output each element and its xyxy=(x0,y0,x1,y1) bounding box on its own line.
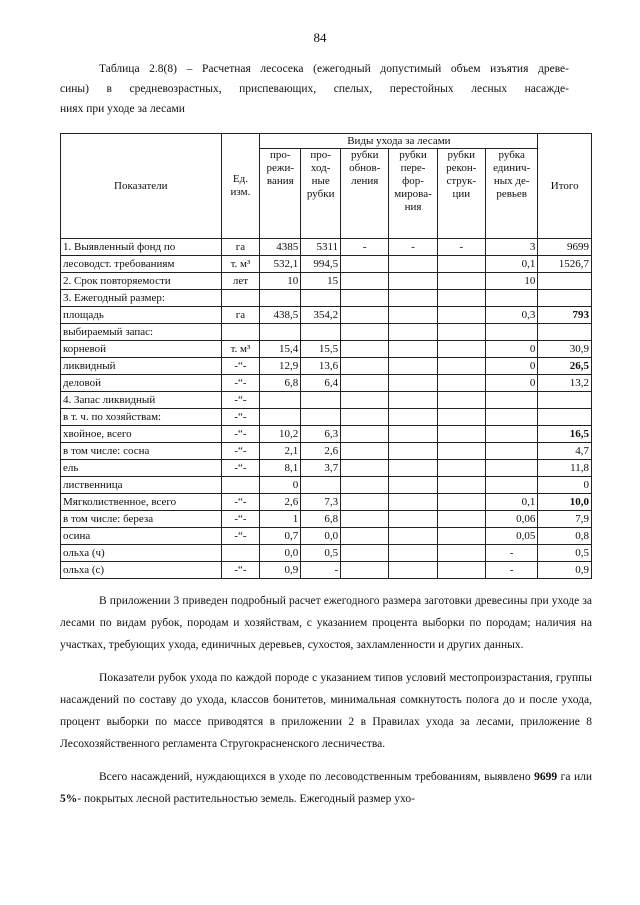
cell-value xyxy=(389,256,437,273)
row-total: 13,2 xyxy=(538,375,592,392)
summary-bold: 9699 xyxy=(534,771,558,783)
cell-value xyxy=(341,324,389,341)
row-unit: га xyxy=(221,239,260,256)
cell-value: 0 xyxy=(260,477,301,494)
paragraph-summary xyxy=(60,766,592,810)
row-label: 3. Ежегодный размер: xyxy=(61,290,222,307)
header-type: рубки обнов-ления xyxy=(341,149,389,239)
row-unit: -“- xyxy=(221,426,260,443)
cell-value xyxy=(301,477,341,494)
table-row xyxy=(61,426,592,443)
cell-value xyxy=(485,392,538,409)
cell-value xyxy=(437,290,485,307)
felling-table xyxy=(60,133,592,579)
row-unit xyxy=(221,477,260,494)
cell-value: 2,1 xyxy=(260,443,301,460)
row-total: 10,0 xyxy=(538,494,592,511)
row-unit: -“- xyxy=(221,528,260,545)
cell-value xyxy=(437,545,485,562)
row-label: ель xyxy=(61,460,222,477)
cell-value: 10 xyxy=(485,273,538,290)
table-caption xyxy=(60,59,569,119)
cell-value: 0,0 xyxy=(301,528,341,545)
cell-value: 0,0 xyxy=(260,545,301,562)
row-label: ликвидный xyxy=(61,358,222,375)
cell-value: - xyxy=(301,562,341,579)
row-total: 4,7 xyxy=(538,443,592,460)
cell-value: 15,4 xyxy=(260,341,301,358)
row-unit xyxy=(221,324,260,341)
cell-value xyxy=(260,324,301,341)
table-row xyxy=(61,273,592,290)
cell-value: 0,7 xyxy=(260,528,301,545)
table-row xyxy=(61,443,592,460)
cell-value xyxy=(341,256,389,273)
cell-value xyxy=(301,409,341,426)
cell-value xyxy=(485,477,538,494)
cell-value: 0,1 xyxy=(485,494,538,511)
cell-value: - xyxy=(485,545,538,562)
cell-value xyxy=(485,409,538,426)
cell-value xyxy=(389,409,437,426)
table-row xyxy=(61,290,592,307)
cell-value xyxy=(341,494,389,511)
paragraph: В приложении 3 приведен подробный расчет ежегодного размера заготовки древесины при уходе за лесами по видам рубок, породам и хозяйствам, с указанием процента выборки по породам; наличия на участках, требующих ухода, единичных деревьев, сухостоя, захламленности и других данных. xyxy=(60,595,592,651)
cell-value xyxy=(437,511,485,528)
table-row xyxy=(61,409,592,426)
row-unit: -“- xyxy=(221,494,260,511)
row-unit: т. м³ xyxy=(221,341,260,358)
row-unit: га xyxy=(221,307,260,324)
cell-value: 15 xyxy=(301,273,341,290)
cell-value xyxy=(389,443,437,460)
cell-value xyxy=(389,460,437,477)
row-label: хвойное, всего xyxy=(61,426,222,443)
cell-value xyxy=(485,426,538,443)
cell-value xyxy=(485,324,538,341)
row-total: 9699 xyxy=(538,239,592,256)
cell-value: 6,8 xyxy=(301,511,341,528)
header-total: Итого xyxy=(538,134,592,239)
cell-value: 2,6 xyxy=(260,494,301,511)
row-total xyxy=(538,409,592,426)
cell-value: 10 xyxy=(260,273,301,290)
cell-value: 13,6 xyxy=(301,358,341,375)
row-label: ольха (ч) xyxy=(61,545,222,562)
cell-value: 8,1 xyxy=(260,460,301,477)
row-total: 793 xyxy=(538,307,592,324)
cell-value xyxy=(437,375,485,392)
row-total: 0,5 xyxy=(538,545,592,562)
cell-value: - xyxy=(485,562,538,579)
header-type: рубка единич-ных де-ревьев xyxy=(485,149,538,239)
row-unit: -“- xyxy=(221,562,260,579)
row-unit: -“- xyxy=(221,409,260,426)
cell-value xyxy=(260,290,301,307)
cell-value xyxy=(341,511,389,528)
table-row xyxy=(61,562,592,579)
cell-value: 6,8 xyxy=(260,375,301,392)
table-row xyxy=(61,494,592,511)
row-total xyxy=(538,290,592,307)
cell-value xyxy=(437,460,485,477)
paragraph: Показатели рубок ухода по каждой породе с указанием типов условий местопроизрастания, группы насаждений по составу до ухода, классов бонитетов, минимальная сомкнутость полога до и после ухода, процент выборки по массе приводятся в приложении 2 в Правилах ухода за лесами, приложение 8 Лесохозяйственного регламента Стругокрасненского лесничества. xyxy=(60,672,592,750)
cell-value xyxy=(437,307,485,324)
row-label: корневой xyxy=(61,341,222,358)
cell-value xyxy=(389,375,437,392)
header-type: про-режи-вания xyxy=(260,149,301,239)
cell-value: 10,2 xyxy=(260,426,301,443)
cell-value: 1 xyxy=(260,511,301,528)
caption-line: ниях при уходе за лесами xyxy=(60,103,185,115)
cell-value xyxy=(341,392,389,409)
cell-value xyxy=(341,409,389,426)
cell-value xyxy=(389,426,437,443)
cell-value xyxy=(389,358,437,375)
row-label: площадь xyxy=(61,307,222,324)
row-unit: -“- xyxy=(221,392,260,409)
cell-value xyxy=(389,562,437,579)
cell-value xyxy=(437,494,485,511)
row-total: 0 xyxy=(538,477,592,494)
cell-value: 3 xyxy=(485,239,538,256)
cell-value xyxy=(341,341,389,358)
cell-value xyxy=(389,290,437,307)
row-unit: -“- xyxy=(221,460,260,477)
cell-value xyxy=(485,460,538,477)
row-total: 26,5 xyxy=(538,358,592,375)
cell-value: 532,1 xyxy=(260,256,301,273)
summary-text: - покрытых лесной растительностью земель. Ежегодный размер ухо- xyxy=(77,793,415,805)
row-total: 1526,7 xyxy=(538,256,592,273)
header-group: Виды ухода за лесами xyxy=(260,134,538,149)
cell-value xyxy=(341,307,389,324)
cell-value xyxy=(437,358,485,375)
cell-value: 0 xyxy=(485,375,538,392)
cell-value: 0,05 xyxy=(485,528,538,545)
cell-value xyxy=(341,460,389,477)
cell-value: 0 xyxy=(485,341,538,358)
row-label: 2. Срок повторяемости xyxy=(61,273,222,290)
cell-value: 7,3 xyxy=(301,494,341,511)
row-unit: -“- xyxy=(221,443,260,460)
table-row xyxy=(61,477,592,494)
cell-value: 2,6 xyxy=(301,443,341,460)
row-total: 7,9 xyxy=(538,511,592,528)
cell-value xyxy=(341,290,389,307)
row-label: в том числе: береза xyxy=(61,511,222,528)
cell-value: 4385 xyxy=(260,239,301,256)
cell-value: 0,5 xyxy=(301,545,341,562)
cell-value: 12,9 xyxy=(260,358,301,375)
cell-value: 0,3 xyxy=(485,307,538,324)
cell-value: - xyxy=(437,239,485,256)
cell-value xyxy=(301,324,341,341)
cell-value xyxy=(341,273,389,290)
cell-value xyxy=(437,477,485,494)
cell-value xyxy=(389,341,437,358)
cell-value xyxy=(389,528,437,545)
table-row xyxy=(61,307,592,324)
cell-value: 0,1 xyxy=(485,256,538,273)
cell-value xyxy=(437,392,485,409)
row-total: 11,8 xyxy=(538,460,592,477)
body-text xyxy=(60,590,592,810)
table-row xyxy=(61,545,592,562)
summary-text: га или xyxy=(560,771,592,783)
cell-value: 438,5 xyxy=(260,307,301,324)
row-unit xyxy=(221,545,260,562)
cell-value xyxy=(341,528,389,545)
cell-value: 994,5 xyxy=(301,256,341,273)
row-unit xyxy=(221,290,260,307)
cell-value: - xyxy=(341,239,389,256)
row-total: 16,5 xyxy=(538,426,592,443)
row-label: в том числе: сосна xyxy=(61,443,222,460)
cell-value: 354,2 xyxy=(301,307,341,324)
cell-value xyxy=(437,324,485,341)
header-type: рубки рекон-струк-ции xyxy=(437,149,485,239)
row-label: 1. Выявленный фонд по xyxy=(61,239,222,256)
cell-value xyxy=(389,477,437,494)
cell-value: 6,4 xyxy=(301,375,341,392)
cell-value: 0,06 xyxy=(485,511,538,528)
cell-value: 6,3 xyxy=(301,426,341,443)
row-unit: -“- xyxy=(221,511,260,528)
cell-value: 0,9 xyxy=(260,562,301,579)
table-row xyxy=(61,256,592,273)
summary-bold: 5% xyxy=(60,793,78,805)
row-total xyxy=(538,324,592,341)
row-label: в т. ч. по хозяйствам: xyxy=(61,409,222,426)
row-label: лесоводст. требованиям xyxy=(61,256,222,273)
cell-value xyxy=(301,290,341,307)
cell-value xyxy=(389,307,437,324)
row-total: 0,9 xyxy=(538,562,592,579)
cell-value: 0 xyxy=(485,358,538,375)
cell-value xyxy=(260,392,301,409)
row-label: 4. Запас ликвидный xyxy=(61,392,222,409)
page-number: 84 xyxy=(313,30,327,45)
cell-value xyxy=(341,443,389,460)
row-label: выбираемый запас: xyxy=(61,324,222,341)
row-unit: -“- xyxy=(221,375,260,392)
cell-value xyxy=(437,562,485,579)
cell-value: 3,7 xyxy=(301,460,341,477)
row-label: Мягколиственное, всего xyxy=(61,494,222,511)
cell-value xyxy=(437,341,485,358)
cell-value xyxy=(437,443,485,460)
row-unit: -“- xyxy=(221,358,260,375)
caption-line: сины) в средневозрастных, приспевающих, спелых, перестойных лесных насажде- xyxy=(60,83,569,95)
table-row xyxy=(61,324,592,341)
cell-value xyxy=(389,545,437,562)
row-unit: т. м³ xyxy=(221,256,260,273)
row-total: 0,8 xyxy=(538,528,592,545)
cell-value xyxy=(389,494,437,511)
table-row xyxy=(61,341,592,358)
cell-value: 15,5 xyxy=(301,341,341,358)
cell-value xyxy=(485,443,538,460)
table-body xyxy=(61,239,592,579)
cell-value xyxy=(437,256,485,273)
cell-value xyxy=(389,324,437,341)
header-type: про-ход-ные рубки xyxy=(301,149,341,239)
row-label: деловой xyxy=(61,375,222,392)
table-row xyxy=(61,239,592,256)
row-label: лиственница xyxy=(61,477,222,494)
cell-value xyxy=(437,409,485,426)
cell-value xyxy=(389,273,437,290)
cell-value: 5311 xyxy=(301,239,341,256)
cell-value xyxy=(341,426,389,443)
cell-value xyxy=(389,511,437,528)
table-row xyxy=(61,528,592,545)
cell-value xyxy=(341,545,389,562)
header-unit: Ед. изм. xyxy=(221,134,260,239)
row-total xyxy=(538,392,592,409)
table-row xyxy=(61,460,592,477)
caption-line: Таблица 2.8(8) – Расчетная лесосека (ежегодный допустимый объем изъятия древе- xyxy=(99,63,569,75)
row-total xyxy=(538,273,592,290)
table-row xyxy=(61,392,592,409)
header-indicator: Показатели xyxy=(61,134,222,239)
row-unit: лет xyxy=(221,273,260,290)
table-row xyxy=(61,511,592,528)
cell-value xyxy=(437,273,485,290)
table-row xyxy=(61,375,592,392)
cell-value xyxy=(485,290,538,307)
header-type: рубки пере-фор-мирова-ния xyxy=(389,149,437,239)
cell-value xyxy=(437,528,485,545)
cell-value xyxy=(260,409,301,426)
cell-value xyxy=(437,426,485,443)
cell-value xyxy=(341,375,389,392)
cell-value xyxy=(341,358,389,375)
row-label: осина xyxy=(61,528,222,545)
row-label: ольха (с) xyxy=(61,562,222,579)
cell-value: - xyxy=(389,239,437,256)
cell-value xyxy=(341,562,389,579)
summary-text: Всего насаждений, нуждающихся в уходе по лесоводственным требованиям, выявлено xyxy=(99,771,531,783)
table-row xyxy=(61,358,592,375)
row-total: 30,9 xyxy=(538,341,592,358)
cell-value xyxy=(341,477,389,494)
cell-value xyxy=(301,392,341,409)
cell-value xyxy=(389,392,437,409)
